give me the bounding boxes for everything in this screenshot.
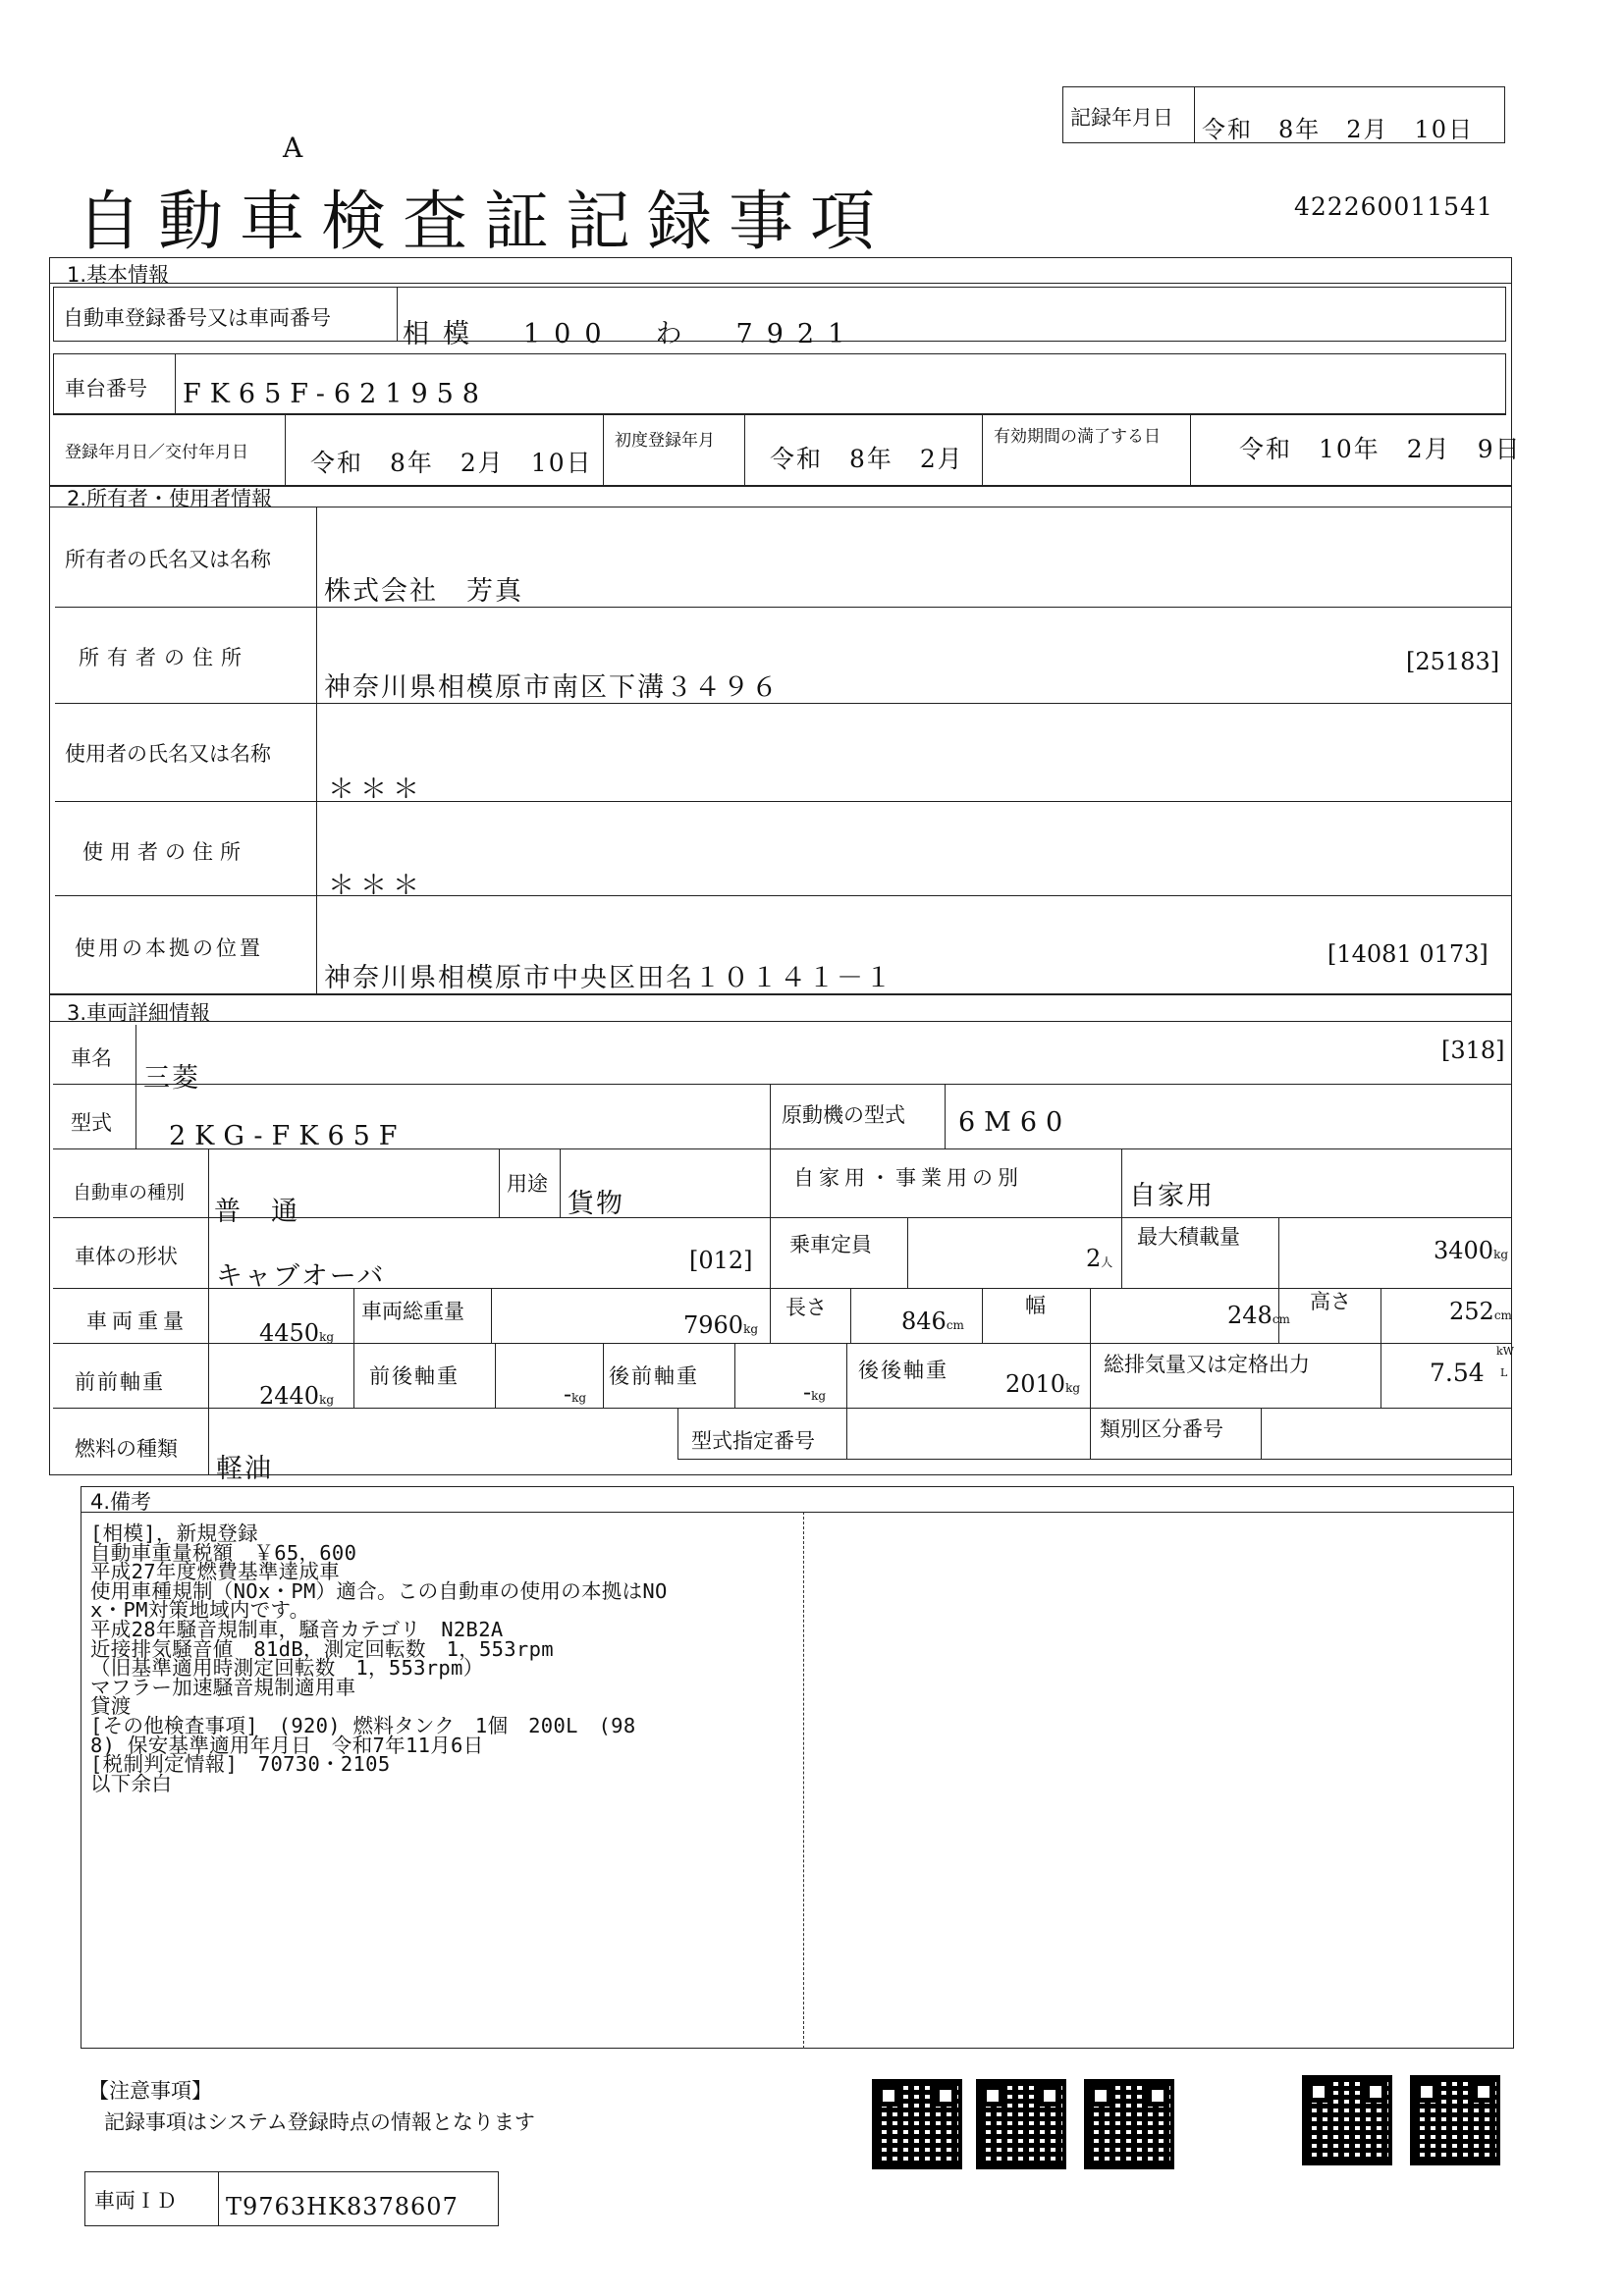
displacement-number: 7.54: [1430, 1359, 1485, 1387]
qr-code-3: [1084, 2079, 1174, 2169]
capacity-value: [1086, 1245, 1112, 1272]
rear-rear-axle-value: [1005, 1370, 1080, 1398]
height-value: [1449, 1298, 1512, 1325]
owner-address-label: 所有者の住所: [79, 646, 249, 669]
record-date-divider: [1194, 86, 1195, 143]
rule: [135, 1025, 136, 1084]
rule: [982, 1288, 983, 1343]
height-number: 252: [1449, 1298, 1494, 1325]
chassis-value: FK65F-621958: [183, 379, 488, 409]
rule: [53, 414, 1506, 415]
front-rear-axle-label: 前後軸重: [369, 1364, 460, 1388]
rear-front-axle-value: [803, 1378, 826, 1406]
use-label: 用途: [507, 1172, 548, 1196]
rule: [1090, 1288, 1091, 1343]
rule: [218, 2171, 219, 2226]
gross-weight-label: 車両総重量: [361, 1300, 464, 1323]
rule: [208, 1217, 209, 1288]
vehicle-kind-value: 普 通: [214, 1197, 299, 1227]
rule: [1190, 414, 1191, 486]
rule: [1380, 1288, 1381, 1343]
vehicle-kind-label: 自動車の種別: [73, 1182, 186, 1203]
rule: [208, 1343, 209, 1408]
expiry-label: 有効期間の満了する日: [994, 427, 1161, 447]
rule: [491, 1288, 492, 1343]
rule: [175, 353, 176, 414]
page-title: 自動車検査証記録事項: [77, 184, 892, 259]
rule: [1278, 1217, 1279, 1288]
remark-line: [その他検査事項] (920) 燃料タンク 1個 200L (98: [90, 1713, 636, 1737]
width-unit: cm: [1272, 1312, 1290, 1326]
page-letter: A: [283, 132, 303, 164]
type-designation-label: 型式指定番号: [691, 1429, 815, 1453]
remark-line: [相模]，新規登録: [90, 1522, 258, 1545]
engine-model-label: 原動機の型式: [782, 1103, 905, 1127]
rule: [770, 1217, 771, 1288]
gross-weight-number: 7960: [683, 1311, 744, 1339]
vehicle-weight-value: [259, 1319, 334, 1347]
rear-front-axle-number: -: [803, 1378, 812, 1406]
rear-rear-axle-number: 2010: [1005, 1370, 1066, 1398]
base-location-code: [14081 0173]: [1327, 940, 1489, 968]
front-front-axle-number: 2440: [259, 1382, 320, 1410]
capacity-unit: 人: [1101, 1255, 1113, 1269]
front-rear-axle-value: [564, 1380, 586, 1408]
rule: [677, 1408, 678, 1459]
base-location-label: 使用の本拠の位置: [75, 936, 263, 960]
width-value: [1227, 1302, 1290, 1329]
rear-rear-axle-label: 後後軸重: [858, 1359, 948, 1382]
remark-line: 8) 保安基準適用年月日 令和7年11月6日: [90, 1733, 484, 1757]
height-unit: cm: [1493, 1308, 1512, 1322]
reg-no-label: 自動車登録番号又は車両番号: [63, 306, 331, 330]
owner-address-code: [25183]: [1406, 648, 1500, 675]
document-number: 422260011541: [1294, 192, 1493, 221]
rear-rear-axle-unit: kg: [1065, 1381, 1081, 1395]
record-date-value: 令和 8年 2月 10日: [1202, 116, 1475, 143]
rule: [1380, 1343, 1381, 1408]
remark-line: マフラー加速騒音規制適用車: [90, 1675, 356, 1699]
rule: [603, 414, 604, 486]
remark-line: 使用車種規制（NOx・PM）適合。この自動車の使用の本拠はNO: [90, 1578, 668, 1603]
private-business-value: 自家用: [1129, 1181, 1215, 1211]
remarks-text: [90, 1524, 807, 1793]
rule: [49, 283, 1512, 284]
notes-text: 記録事項はシステム登録時点の情報となります: [104, 2110, 535, 2134]
rule: [208, 1288, 209, 1343]
engine-model-value: 6M60: [958, 1107, 1072, 1138]
fuel-value: 軽油: [216, 1454, 273, 1484]
height-label: 高さ: [1310, 1290, 1351, 1313]
rule: [603, 1343, 604, 1408]
front-front-axle-value: [259, 1382, 334, 1410]
rule: [353, 1343, 354, 1408]
rule: [945, 1084, 946, 1148]
section2-heading: 2.所有者・使用者情報: [67, 487, 273, 510]
owner-name-label: 所有者の氏名又は名称: [65, 548, 271, 571]
notes-heading: 【注意事項】: [88, 2079, 212, 2103]
section1-heading: 1.基本情報: [67, 263, 170, 287]
rule: [49, 1021, 1512, 1022]
length-unit: cm: [946, 1318, 964, 1332]
rule: [55, 703, 1512, 704]
rule: [81, 1512, 1514, 1513]
chassis-label: 車台番号: [65, 377, 147, 400]
rule: [55, 895, 1512, 896]
vehicle-id-value: T9763HK8378607: [226, 2193, 459, 2220]
rule: [560, 1148, 561, 1217]
rule: [353, 1288, 354, 1343]
rule: [1121, 1217, 1122, 1288]
reg-date-label: 登録年月日／交付年月日: [65, 443, 248, 462]
body-shape-code: [012]: [689, 1247, 753, 1274]
displacement-value: [1430, 1359, 1485, 1387]
capacity-label: 乗車定員: [789, 1233, 872, 1256]
first-reg-label: 初度登録年月: [615, 431, 715, 451]
fuel-label: 燃料の種類: [75, 1437, 178, 1461]
rule: [316, 507, 317, 994]
user-name-label: 使用者の氏名又は名称: [65, 742, 271, 766]
rule: [1090, 1408, 1091, 1459]
remark-line: 平成27年度燃費基準達成車: [90, 1560, 341, 1584]
body-shape-label: 車体の形状: [75, 1245, 178, 1268]
rule: [1261, 1408, 1262, 1459]
gross-weight-unit: kg: [743, 1322, 759, 1336]
expiry-value: 令和 10年 2月 9日: [1239, 435, 1522, 463]
user-address-value: ＊＊＊: [328, 871, 425, 901]
rule: [677, 1459, 1512, 1460]
remark-line: 近接排気騒音値 81dB，測定回転数 1，553rpm: [90, 1636, 554, 1661]
remark-line: 貸渡: [90, 1694, 132, 1719]
length-value: [901, 1308, 964, 1335]
max-load-value: [1434, 1237, 1508, 1264]
max-load-number: 3400: [1434, 1237, 1494, 1264]
rule: [744, 414, 745, 486]
remark-line: 自動車重量税額 ￥65，600: [90, 1540, 357, 1565]
model-label: 型式: [71, 1111, 112, 1135]
max-load-label: 最大積載量: [1137, 1225, 1240, 1249]
gross-weight-value: [683, 1311, 758, 1339]
category-number-label: 類別区分番号: [1100, 1417, 1223, 1441]
displacement-unit-kw: kW: [1496, 1345, 1514, 1358]
width-label: 幅: [1025, 1294, 1046, 1317]
owner-address-value: 神奈川県相模原市南区下溝３４９６: [324, 672, 780, 703]
front-rear-axle-number: -: [564, 1380, 572, 1408]
rule: [770, 1084, 771, 1148]
rule: [907, 1217, 908, 1288]
front-rear-axle-unit: kg: [571, 1391, 587, 1405]
rule: [135, 1084, 136, 1148]
rear-front-axle-unit: kg: [811, 1389, 827, 1403]
front-front-axle-unit: kg: [319, 1393, 335, 1407]
base-location-value: 神奈川県相模原市中央区田名１０１４１－１: [324, 963, 893, 993]
remark-line: [税制判定情報] 70730・2105: [90, 1752, 391, 1777]
vehicle-id-label: 車両ＩＤ: [94, 2189, 177, 2213]
rule: [285, 414, 286, 486]
qr-code-2: [976, 2079, 1066, 2169]
rule: [770, 1288, 771, 1343]
reg-no-value: 相模 100 わ 7921: [403, 319, 859, 349]
private-business-label: 自家用・事業用の別: [793, 1166, 1023, 1190]
rule: [1121, 1148, 1122, 1217]
remark-line: x・PM対策地域内です。: [90, 1598, 310, 1623]
car-name-label: 車名: [71, 1046, 112, 1070]
vehicle-weight-number: 4450: [259, 1319, 320, 1347]
remark-line: 平成28年騒音規制車，騒音カテゴリ N2B2A: [90, 1617, 504, 1641]
first-reg-value: 令和 8年 2月: [770, 445, 964, 473]
reg-date-value: 令和 8年 2月 10日: [310, 449, 593, 477]
remark-line: （旧基準適用時測定回転数 1，553rpm）: [90, 1656, 484, 1681]
rule: [55, 607, 1512, 608]
rule: [770, 1148, 771, 1217]
rule: [846, 1343, 847, 1408]
displacement-unit-l: L: [1500, 1366, 1508, 1379]
rule: [846, 1408, 847, 1459]
use-value: 貨物: [568, 1189, 624, 1219]
section4-heading: 4.備考: [90, 1490, 152, 1514]
qr-code-5: [1410, 2075, 1500, 2165]
width-number: 248: [1227, 1302, 1272, 1329]
rule: [734, 1343, 735, 1408]
displacement-label: 総排気量又は定格出力: [1104, 1353, 1310, 1376]
rear-front-axle-label: 後前軸重: [609, 1364, 699, 1388]
length-label: 長さ: [785, 1296, 827, 1319]
front-front-axle-label: 前前軸重: [75, 1370, 165, 1394]
rule: [397, 287, 398, 342]
qr-code-1: [872, 2079, 962, 2169]
body-shape-value: キャブオーバ: [216, 1261, 386, 1292]
rule: [850, 1288, 851, 1343]
rule: [208, 1408, 209, 1475]
length-number: 846: [901, 1308, 947, 1335]
vehicle-weight-unit: kg: [319, 1330, 335, 1344]
qr-code-4: [1302, 2075, 1392, 2165]
max-load-unit: kg: [1493, 1248, 1509, 1261]
rule: [495, 1343, 496, 1408]
car-name-code: [318]: [1441, 1037, 1505, 1064]
owner-name-value: 株式会社 芳真: [324, 576, 523, 607]
rule: [55, 801, 1512, 802]
rule: [1090, 1343, 1091, 1408]
capacity-number: 2: [1086, 1245, 1102, 1272]
rule: [53, 1084, 1512, 1085]
rule: [982, 414, 983, 486]
record-date-label: 記録年月日: [1070, 106, 1173, 130]
model-value: 2KG-FK65F: [169, 1121, 406, 1151]
section3-heading: 3.車両詳細情報: [67, 1001, 211, 1025]
user-address-label: 使用者の住所: [82, 840, 247, 864]
car-name-value: 三菱: [143, 1063, 200, 1094]
remark-line: 以下余白: [90, 1771, 173, 1795]
rule: [208, 1148, 209, 1217]
user-name-value: ＊＊＊: [328, 774, 425, 805]
rule: [499, 1148, 500, 1217]
vehicle-weight-label: 車両重量: [86, 1309, 189, 1333]
